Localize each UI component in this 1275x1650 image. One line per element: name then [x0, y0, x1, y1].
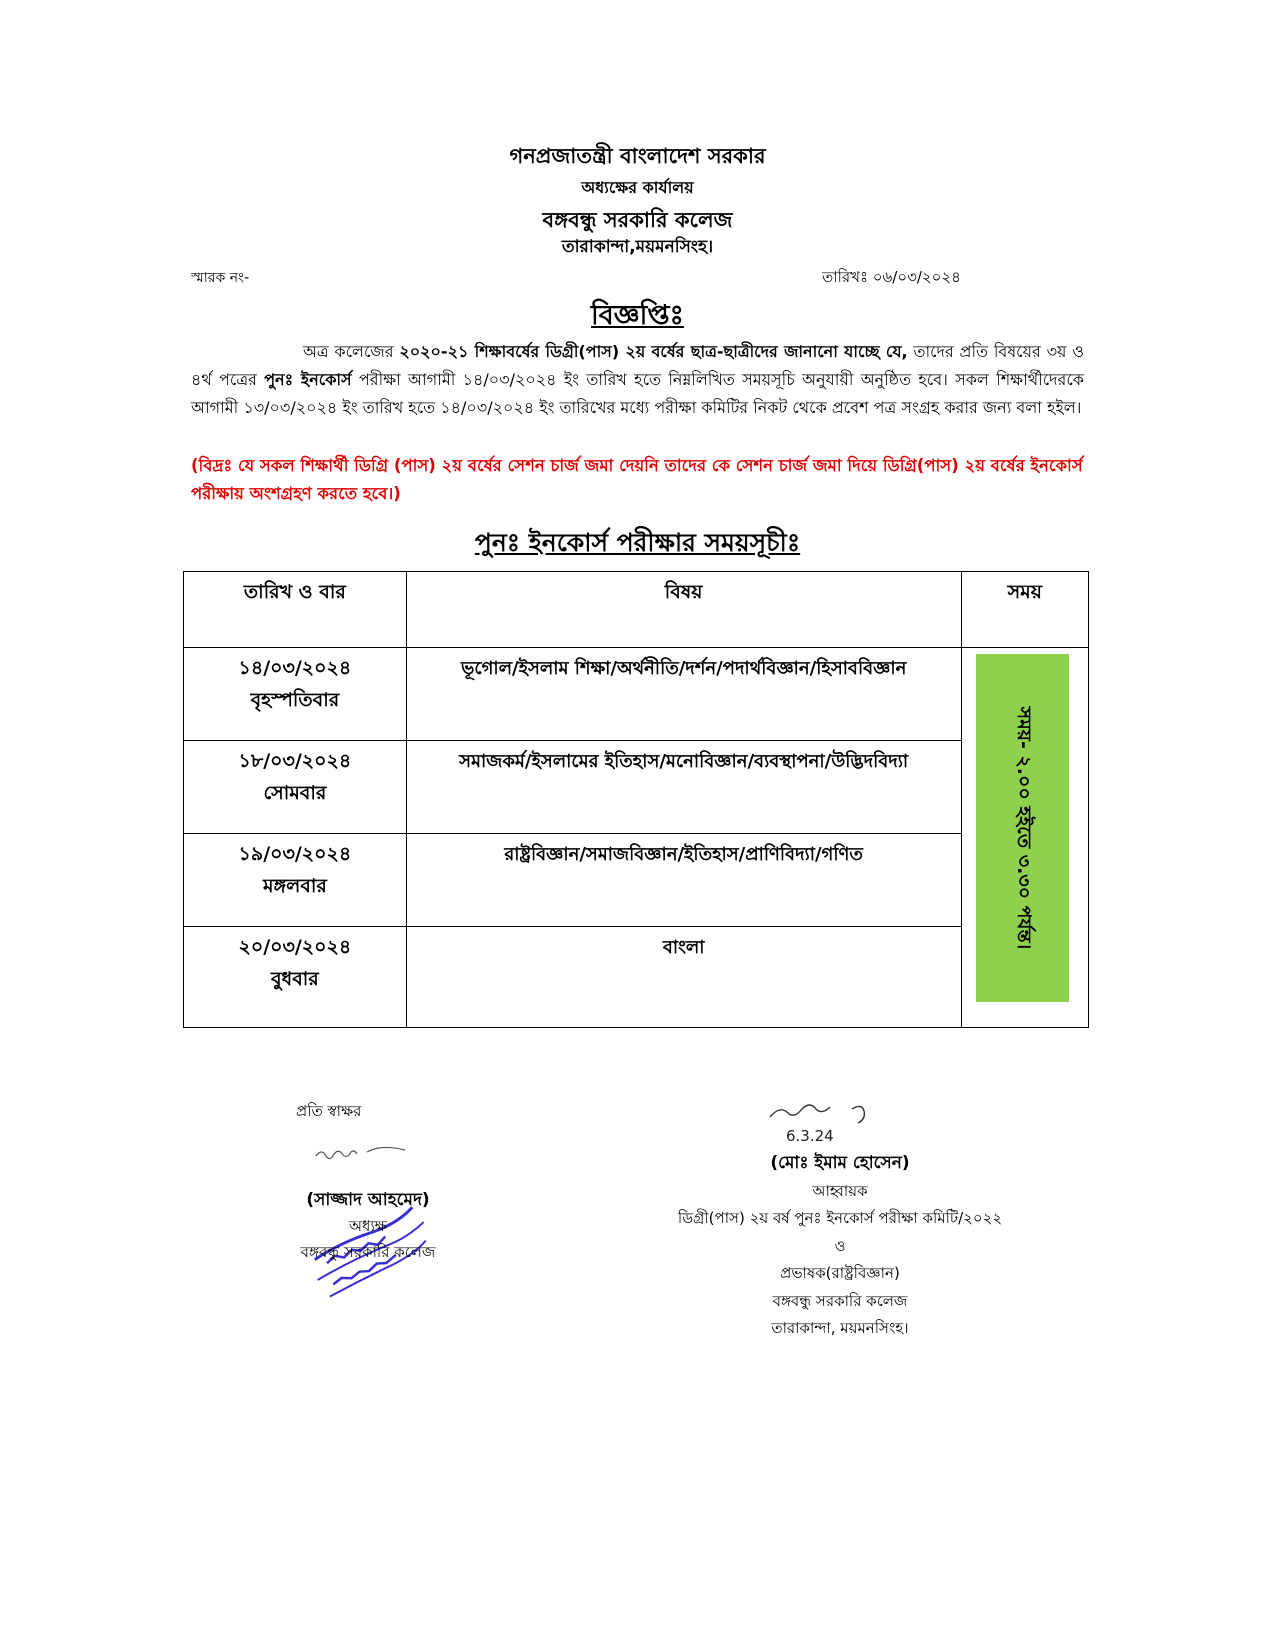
- body-session: ২০২০-২১ শিক্ষাবর্ষের ডিগ্রী(পাস) ২য় বর্ষের ছাত্র-ছাত্রীদের জানানো যাচ্ছে যে,: [399, 342, 908, 361]
- principal-college: বঙ্গবন্ধু সরকারি কলেজ: [300, 1243, 436, 1261]
- convener-address: তারাকান্দা, ময়মনসিংহ।: [771, 1319, 909, 1337]
- principal-signature-scrawl: [312, 1138, 412, 1168]
- body-lead: অত্র কলেজের: [303, 342, 394, 361]
- time-cell: [961, 648, 1088, 1028]
- notice-title: [0, 295, 1275, 340]
- header-time: সময়: [961, 572, 1088, 648]
- time-highlight: [976, 654, 1069, 1002]
- table-row: [184, 648, 1089, 741]
- memo-number: স্মারক নং-: [191, 270, 250, 286]
- convener-name: (মোঃ ইমাম হোসেন): [770, 1153, 910, 1173]
- exam-schedule-table: [183, 571, 1089, 1028]
- exam-time: সময়- ২.০০ হইতে ৩.৩০ পর্যন্ত।: [1012, 706, 1035, 950]
- table-header-row: [184, 572, 1089, 648]
- exam-day: মঙ্গলবার: [262, 875, 327, 897]
- body-tail: পরীক্ষা আগামী ১৪/০৩/২০২৪ ইং তারিখ হতে নিম্নলিখিত সময়সূচি অনুযায়ী অনুষ্ঠিত হবে। সকল শিক্ষার্থীদেরকে আগামী ১৩/০৩/২০২৪ ইং তারিখ হতে ১৪/০৩/২০২৪ ইং তারিখের মধ্যে পরীক্ষা কমিটির নিকট থেকে প্রবেশ পত্র সংগ্রহ করার জন্য বলা হইল।: [191, 370, 1084, 417]
- college-address: তারাকান্দা,ময়মনসিংহ।: [561, 237, 714, 257]
- notice-date: তারিখঃ ০৬/০৩/২০২৪: [822, 268, 961, 286]
- date-cell: [184, 927, 407, 1028]
- notice-body: [191, 338, 1084, 422]
- principal-name: (সাজ্জাদ আহমেদ): [306, 1190, 430, 1210]
- office-heading: অধ্যক্ষের কার্যালয়: [581, 178, 694, 197]
- exam-day: সোমবার: [263, 782, 327, 804]
- table-row: [184, 741, 1089, 834]
- header-subject: বিষয়: [406, 572, 961, 648]
- countersign-label: প্রতি স্বাক্ষর: [296, 1102, 362, 1120]
- convener-college: বঙ্গবন্ধু সরকারি কলেজ: [772, 1291, 908, 1310]
- exam-date: ১৮/০৩/২০২৪: [238, 750, 352, 772]
- convener-designation: প্রভাষক(রাষ্ট্রবিজ্ঞান): [780, 1264, 900, 1282]
- subject-cell: ভূগোল/ইসলাম শিক্ষা/অর্থনীতি/দর্শন/পদার্থবিজ্ঞান/হিসাববিজ্ঞান: [406, 648, 961, 741]
- convener-role: আহ্বায়ক: [812, 1181, 868, 1200]
- signature-date: 6.3.24: [786, 1127, 834, 1145]
- exam-date: ১৪/০৩/২০২৪: [238, 657, 352, 679]
- schedule-title: [0, 523, 1275, 566]
- exam-date: ২০/০৩/২০২৪: [238, 936, 352, 958]
- exam-date: ১৯/০৩/২০২৪: [238, 843, 352, 865]
- date-cell: [184, 648, 407, 741]
- subject-cell: সমাজকর্ম/ইসলামের ইতিহাস/মনোবিজ্ঞান/ব্যবস্থাপনা/উদ্ভিদবিদ্যা: [406, 741, 961, 834]
- convener-block: [580, 1150, 1100, 1343]
- table-row: [184, 834, 1089, 927]
- committee-name: ডিগ্রী(পাস) ২য় বর্ষ পুনঃ ইনকোর্স পরীক্ষা কমিটি/২০২২: [677, 1209, 1003, 1227]
- schedule-title-text: পুনঃ ইনকোর্স পরীক্ষার সময়সূচীঃ: [474, 528, 801, 557]
- date-cell: [184, 834, 407, 927]
- exam-day: বৃহস্পতিবার: [250, 689, 340, 711]
- subject-cell: বাংলা: [406, 927, 961, 1028]
- body-mid: তাদের প্রতি বিষয়ের ৩য় ও ৪র্থ পত্রের: [191, 342, 1085, 389]
- notice-title-text: বিজ্ঞপ্তিঃ: [591, 300, 684, 331]
- subject-cell: রাষ্ট্রবিজ্ঞান/সমাজবিজ্ঞান/ইতিহাস/প্রাণিবিদ্যা/গণিত: [406, 834, 961, 927]
- session-charge-notice: (বিদ্রঃ যে সকল শিক্ষার্থী ডিগ্রি (পাস) ২য় বর্ষের সেশন চার্জ জমা দেয়নি তাদের কে সেশন চার্জ জমা দিয়ে ডিগ্রি(পাস) ২য় বর্ষের ইনকোর্স পরীক্ষায় অংশগ্রহণ করতে হবে।): [191, 456, 1083, 503]
- body-exam-type: পুনঃ ইনকোর্স: [264, 370, 352, 389]
- exam-day: বুধবার: [270, 968, 319, 990]
- header-date-day: তারিখ ও বার: [184, 572, 407, 648]
- conjunction: ও: [834, 1236, 846, 1255]
- table-row: [184, 927, 1089, 1028]
- principal-role: অধ্যক্ষ: [349, 1217, 387, 1235]
- government-heading: গনপ্রজাতন্ত্রী বাংলাদেশ সরকার: [509, 144, 766, 168]
- college-heading: বঙ্গবন্ধু সরকারি কলেজ: [542, 208, 733, 232]
- convener-signature-scrawl: [764, 1095, 904, 1150]
- date-cell: [184, 741, 407, 834]
